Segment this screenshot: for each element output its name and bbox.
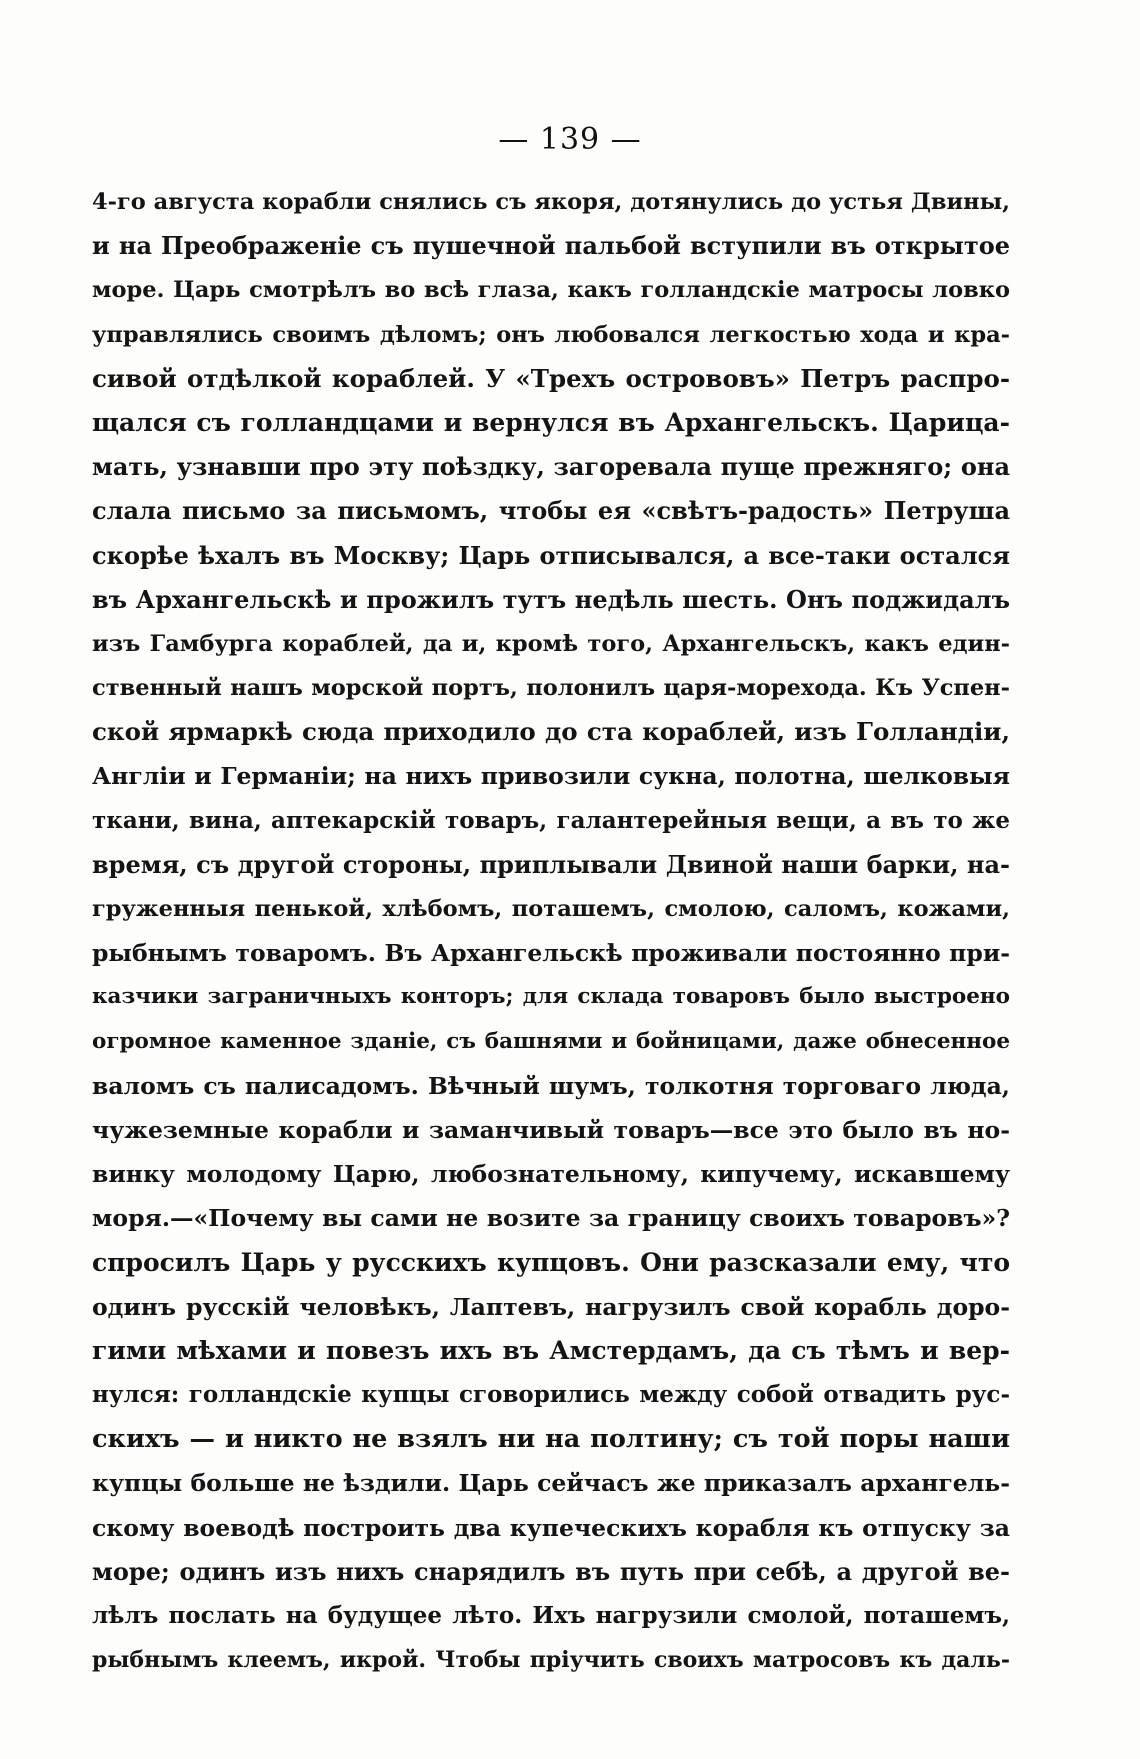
text-line: моря.—«Почему вы сами не возите за границу своихъ товаровъ»?	[92, 1204, 1010, 1233]
text-line: чужеземные корабли и заманчивый товаръ—все это было въ но-	[92, 1115, 1010, 1144]
text-line: ткани, вина, аптекарскій товаръ, галантерейныя вещи, а въ то же	[92, 806, 1010, 834]
text-line: мать, узнавши про эту поѣздку, загоревала пуще прежняго; она	[92, 452, 1010, 482]
text-line: лѣлъ послать на будущее лѣто. Ихъ нагрузили смолой, поташемъ,	[92, 1602, 1010, 1629]
text-line: Англіи и Германіи; на нихъ привозили сукна, полотна, шелковыя	[92, 762, 1010, 791]
text-line: ственный нашъ морской портъ, полонилъ царя-мореходa. Къ Успен-	[92, 675, 1010, 702]
text-line: скому воеводѣ построить два купеческихъ корабля къ отпуску за	[92, 1513, 1010, 1542]
text-line: время, съ другой стороны, приплывали Двиной наши барки, на-	[92, 849, 1010, 879]
text-line: скорѣе ѣхалъ въ Москву; Царь отписывался, а все-таки остался	[92, 540, 1010, 570]
text-line: сивой отдѣлкой кораблей. У «Трехъ острововъ» Петръ распро-	[92, 363, 1010, 393]
text-line: управлялись своимъ дѣломъ; онъ любовался легкостью хода и кра-	[92, 321, 1010, 348]
text-line: нулся: голландскіе купцы сговорились между собой отвадить рус-	[92, 1381, 1010, 1409]
text-line: огромное каменное зданіе, съ башнями и бойницами, даже обнесенное	[92, 1028, 1010, 1054]
text-line: 4-го августа корабли снялись съ якоря, дотянулись до устья Двины,	[92, 189, 1010, 215]
text-line: море. Царь смотрѣлъ во всѣ глаза, какъ голландскіе матросы ловко	[92, 277, 1010, 304]
text-line: рыбнымъ товаромъ. Въ Архангельскѣ проживали постоянно при-	[92, 939, 1010, 968]
text-line: валомъ съ палисадомъ. Вѣчный шумъ, толкотня торговаго люда,	[92, 1071, 1010, 1100]
text-line: одинъ русскій человѣкъ, Лаптевъ, нагрузилъ свой корабль доро-	[92, 1292, 1010, 1321]
text-line: щался съ голландцами и вернулся въ Архангельскъ. Царица-	[92, 407, 1010, 437]
text-line: слала письмо за письмомъ, чтобы ея «свѣтъ-радость» Петруша	[92, 496, 1010, 526]
text-line: груженныя пенькой, хлѣбомъ, поташемъ, смолою, саломъ, кожами,	[92, 896, 1010, 922]
text-line: ской ярмаркѣ сюда приходило до ста кораблей, изъ Голландіи,	[92, 717, 1010, 747]
text-line: въ Архангельскѣ и прожилъ тутъ недѣль шесть. Онъ поджидалъ	[92, 584, 1010, 614]
body-text	[92, 180, 1010, 1682]
text-line: рыбнымъ клеемъ, икрой. Чтобы пріучить своихъ матросовъ къ даль-	[92, 1647, 1010, 1674]
text-line: изъ Гамбурга кораблей, да и, кромѣ того, Архангельскъ, какъ един-	[92, 630, 1010, 657]
text-line: море; одинъ изъ нихъ снарядилъ въ путь при себѣ, а другой ве-	[92, 1556, 1010, 1586]
text-line: винку молодому Царю, любознательному, кипучему, искавшему	[92, 1160, 1010, 1189]
page-number: — 139 —	[498, 122, 642, 157]
text-line: гими мѣхами и повезъ ихъ въ Амстердамъ, да съ тѣмъ и вер-	[92, 1335, 1010, 1365]
text-line: и на Преображеніе съ пушечной пальбой вступили въ открытое	[92, 231, 1010, 261]
text-line: казчики заграничныхъ конторъ; для склада товаровъ было выстроено	[92, 984, 1010, 1010]
text-line: скихъ — и никто не взялъ ни на полтину; съ той поры наши	[92, 1424, 1010, 1455]
text-line: спросилъ Царь у русскихъ купцовъ. Они разсказали ему, что	[92, 1247, 1010, 1277]
text-line: купцы больше не ѣздили. Царь сейчасъ же приказалъ архангель-	[92, 1469, 1010, 1498]
